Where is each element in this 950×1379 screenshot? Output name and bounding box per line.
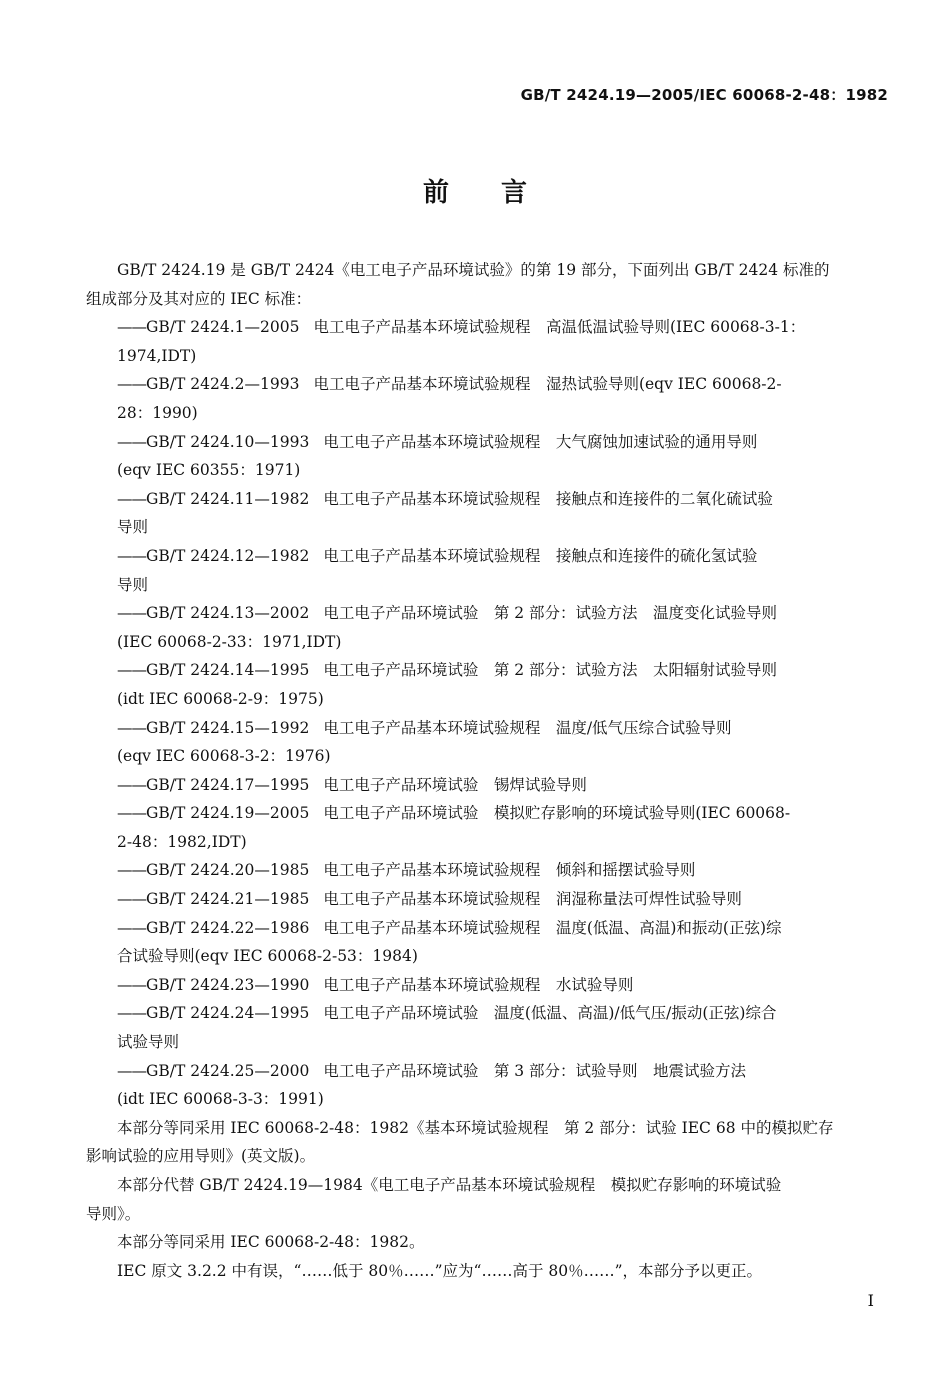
list-item-line-2: 2-48：1982,IDT) — [117, 832, 247, 851]
list-dash: —— — [117, 318, 146, 337]
list-dash: —— — [117, 489, 146, 508]
list-item-line-1 — [117, 999, 886, 1028]
list-dash: —— — [117, 975, 146, 994]
list-item-line-2: 28：1990) — [117, 403, 198, 422]
standard-code: GB/T 2424.1—2005 — [146, 318, 300, 337]
standard-title: 电工电子产品基本环境试验规程 水试验导则 — [323, 975, 634, 994]
list-item-line-1 — [117, 542, 886, 571]
list-dash: —— — [117, 432, 146, 451]
standard-title: 电工电子产品基本环境试验规程 大气腐蚀加速试验的通用导则 — [323, 432, 758, 451]
list-dash: —— — [117, 861, 146, 880]
list-item — [86, 885, 886, 914]
standard-code: GB/T 2424.14—1995 — [146, 661, 310, 680]
list-dash: —— — [117, 661, 146, 680]
list-dash: —— — [117, 546, 146, 565]
standard-title: 电工电子产品环境试验 锡焊试验导则 — [323, 775, 587, 794]
closing-line-1: 本部分等同采用 IEC 60068-2-48：1982。 — [117, 1233, 425, 1252]
list-item — [86, 313, 886, 370]
intro-paragraph — [86, 256, 886, 313]
standard-code: GB/T 2424.25—2000 — [146, 1061, 310, 1080]
standard-code: GB/T 2424.17—1995 — [146, 775, 310, 794]
list-item — [86, 542, 886, 599]
list-item-line-1 — [117, 656, 886, 685]
list-item-line-2: 导则 — [117, 575, 149, 594]
standard-code: GB/T 2424.22—1986 — [146, 918, 310, 937]
closing-paragraph — [86, 1171, 886, 1228]
standard-code: GB/T 2424.12—1982 — [146, 546, 310, 565]
closing-line-2: 影响试验的应用导则》(英文版)。 — [86, 1147, 316, 1166]
standard-code: GB/T 2424.15—1992 — [146, 718, 310, 737]
list-item-line-2: 合试验导则(eqv IEC 60068-2-53：1984) — [117, 947, 418, 966]
document-body — [86, 256, 886, 1285]
list-item-line-1 — [117, 971, 886, 1000]
list-item-line-2: 试验导则 — [117, 1033, 180, 1052]
list-item-line-1 — [117, 313, 886, 342]
list-item-line-1 — [117, 856, 886, 885]
list-item — [86, 656, 886, 713]
list-item-line-1 — [117, 714, 886, 743]
list-item-line-2: (eqv IEC 60068-3-2：1976) — [117, 747, 331, 766]
standard-title: 电工电子产品环境试验 第 2 部分：试验方法 太阳辐射试验导则 — [323, 661, 778, 680]
closing-paragraph — [86, 1114, 886, 1171]
standards-list — [86, 313, 886, 1114]
intro-line-1: GB/T 2424.19 是 GB/T 2424《电工电子产品环境试验》的第 19 部分，下面列出 GB/T 2424 标准的 — [117, 261, 830, 279]
list-item — [86, 1057, 886, 1114]
standard-code: GB/T 2424.10—1993 — [146, 432, 310, 451]
standard-title: 电工电子产品基本环境试验规程 温度/低气压综合试验导则 — [323, 718, 732, 737]
standard-title: 电工电子产品基本环境试验规程 接触点和连接件的二氧化硫试验 — [323, 489, 773, 508]
list-dash: —— — [117, 918, 146, 937]
list-dash: —— — [117, 890, 146, 909]
page-number: I — [867, 1291, 874, 1310]
standard-title: 电工电子产品基本环境试验规程 湿热试验导则(eqv IEC 60068-2- — [313, 375, 782, 394]
list-item-line-1 — [117, 370, 886, 399]
list-item — [86, 914, 886, 971]
list-item-line-2: 1974,IDT) — [117, 346, 197, 365]
list-dash: —— — [117, 604, 146, 623]
standard-title: 电工电子产品基本环境试验规程 倾斜和摇摆试验导则 — [323, 861, 696, 880]
list-item — [86, 971, 886, 1000]
list-item — [86, 799, 886, 856]
intro-line-2: 组成部分及其对应的 IEC 标准： — [86, 289, 312, 308]
standard-title: 电工电子产品基本环境试验规程 接触点和连接件的硫化氢试验 — [323, 546, 758, 565]
standard-code: GB/T 2424.21—1985 — [146, 890, 310, 909]
standard-code: GB/T 2424.13—2002 — [146, 604, 310, 623]
list-item-line-2: 导则 — [117, 518, 149, 537]
list-item-line-1 — [117, 885, 886, 914]
standard-code: GB/T 2424.23—1990 — [146, 975, 310, 994]
list-dash: —— — [117, 1004, 146, 1023]
list-item-line-2: (IEC 60068-2-33：1971,IDT) — [117, 632, 342, 651]
standard-title: 电工电子产品基本环境试验规程 高温低温试验导则(IEC 60068-3-1： — [313, 318, 806, 337]
closing-paragraph — [86, 1228, 886, 1257]
list-item-line-1 — [117, 485, 886, 514]
list-item — [86, 370, 886, 427]
list-dash: —— — [117, 804, 146, 823]
list-item — [86, 599, 886, 656]
list-dash: —— — [117, 375, 146, 394]
list-item-line-1 — [117, 799, 886, 828]
list-item-line-1 — [117, 1057, 886, 1086]
standard-title: 电工电子产品基本环境试验规程 润湿称量法可焊性试验导则 — [323, 890, 742, 909]
standard-title: 电工电子产品环境试验 第 3 部分：试验导则 地震试验方法 — [323, 1061, 747, 1080]
list-item — [86, 485, 886, 542]
list-item-line-1 — [117, 914, 886, 943]
list-item — [86, 999, 886, 1056]
list-dash: —— — [117, 718, 146, 737]
closing-paragraph — [86, 1257, 886, 1286]
closing-line-1: IEC 原文 3.2.2 中有误，“……低于 80％……”应为“……高于 80％……”，本部分予以更正。 — [117, 1261, 763, 1280]
standard-title: 电工电子产品环境试验 第 2 部分：试验方法 温度变化试验导则 — [323, 604, 778, 623]
standard-code: GB/T 2424.20—1985 — [146, 861, 310, 880]
list-dash: —— — [117, 1061, 146, 1080]
standard-title: 电工电子产品环境试验 模拟贮存影响的环境试验导则(IEC 60068- — [323, 804, 791, 823]
list-item-line-1 — [117, 599, 886, 628]
list-dash: —— — [117, 775, 146, 794]
closing-section — [86, 1114, 886, 1286]
list-item — [86, 428, 886, 485]
standard-title: 电工电子产品基本环境试验规程 温度(低温、高温)和振动(正弦)综 — [323, 918, 782, 937]
standard-code: GB/T 2424.24—1995 — [146, 1004, 310, 1023]
list-item-line-1 — [117, 428, 886, 457]
list-item-line-2: (idt IEC 60068-2-9：1975) — [117, 689, 324, 708]
standard-code: GB/T 2424.19—2005 — [146, 804, 310, 823]
list-item — [86, 771, 886, 800]
list-item — [86, 714, 886, 771]
page-title: 前言 — [422, 178, 579, 208]
standard-code: GB/T 2424.11—1982 — [146, 489, 310, 508]
list-item — [86, 856, 886, 885]
closing-line-1: 本部分等同采用 IEC 60068-2-48：1982《基本环境试验规程 第 2 部分：试验 IEC 68 中的模拟贮存 — [117, 1118, 834, 1137]
closing-line-2: 导则》。 — [86, 1204, 141, 1223]
standard-code: GB/T 2424.2—1993 — [146, 375, 300, 394]
list-item-line-2: (eqv IEC 60355：1971) — [117, 461, 301, 480]
closing-line-1: 本部分代替 GB/T 2424.19—1984《电工电子产品基本环境试验规程 模拟贮存影响的环境试验 — [117, 1176, 782, 1194]
list-item-line-2: (idt IEC 60068-3-3：1991) — [117, 1090, 324, 1109]
standard-code-header: GB/T 2424.19—2005/IEC 60068-2-48：1982 — [520, 86, 888, 104]
list-item-line-1 — [117, 771, 886, 800]
standard-title: 电工电子产品环境试验 温度(低温、高温)/低气压/振动(正弦)综合 — [323, 1004, 777, 1023]
